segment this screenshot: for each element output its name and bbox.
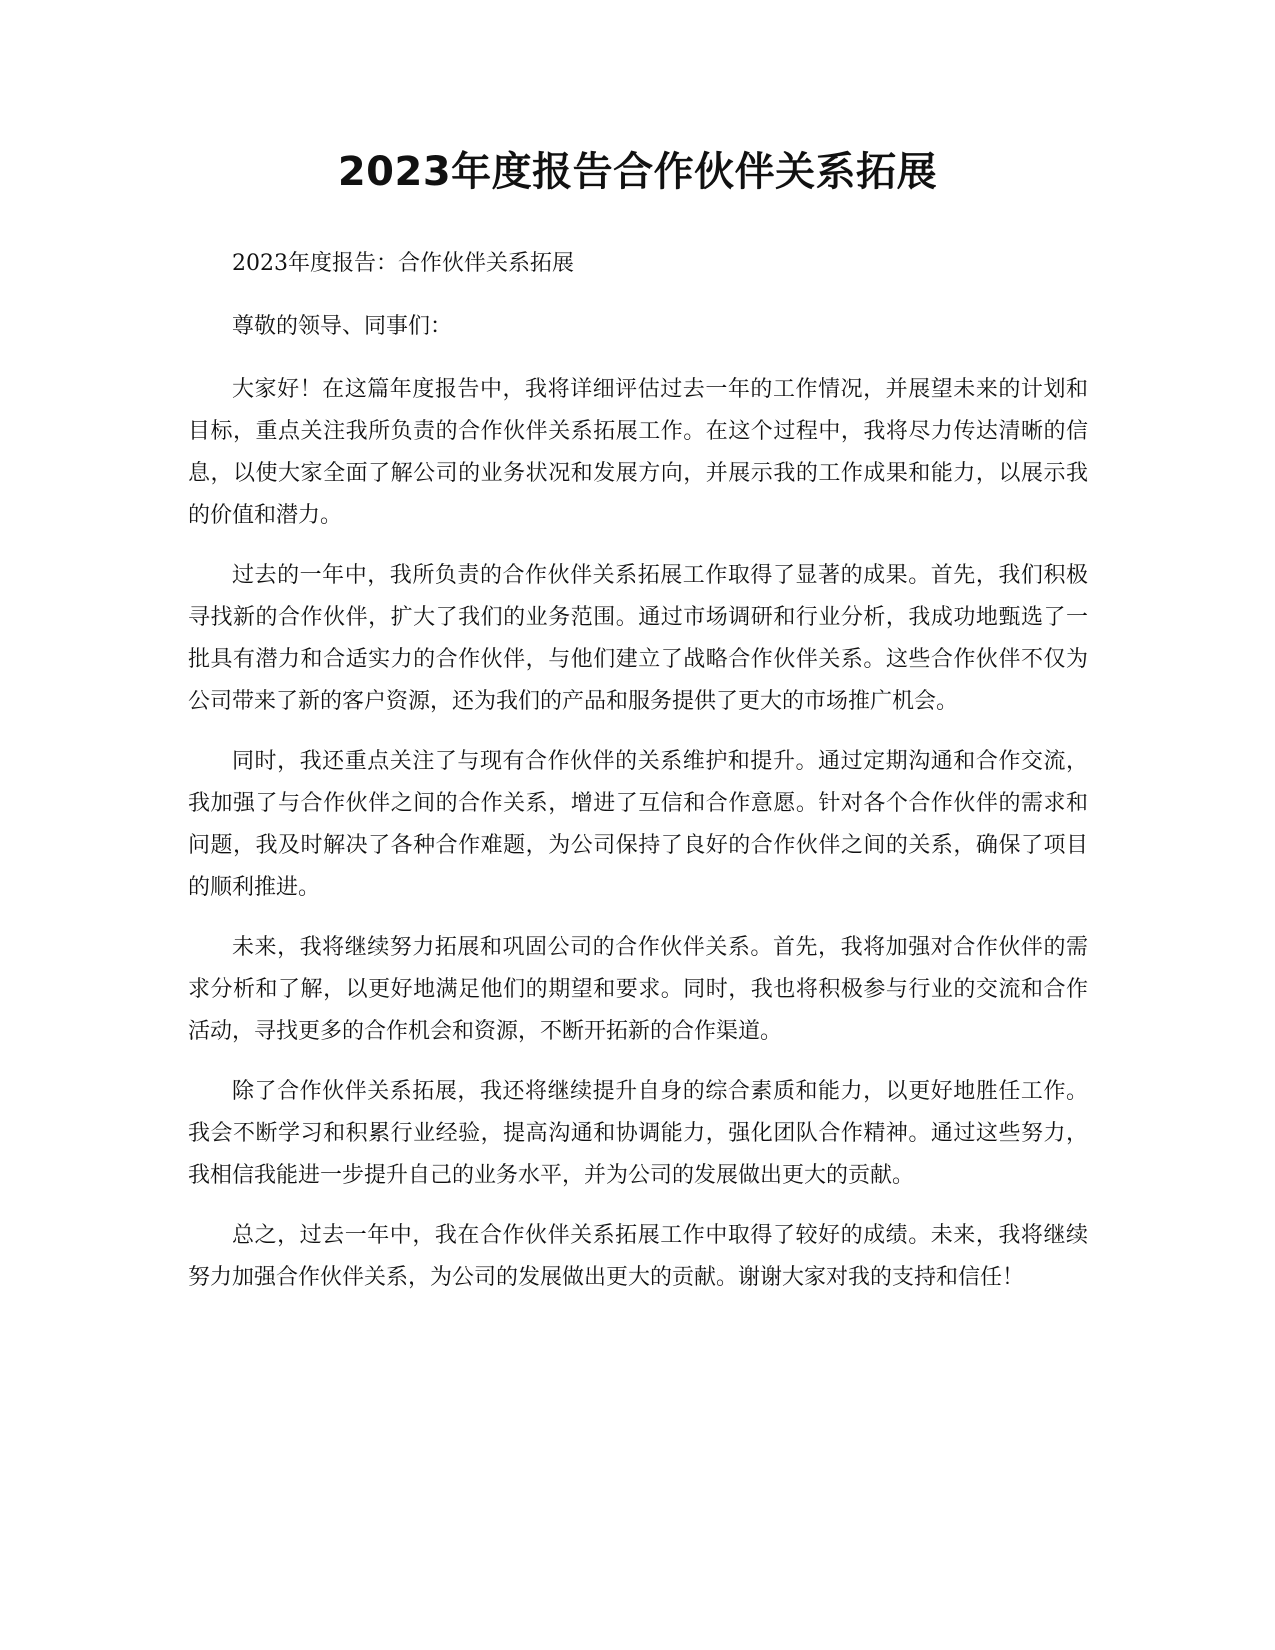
paragraph-achievements: 过去的一年中，我所负责的合作伙伴关系拓展工作取得了显著的成果。首先，我们积极寻找新的合作伙伴，扩大了我们的业务范围。通过市场调研和行业分析，我成功地甄选了一批具有潜力和合适实力的合作伙伴，与他们建立了战略合作伙伴关系。这些合作伙伴不仅为公司带来了新的客户资源，还为我们的产品和服务提供了更大的市场推广机会。 [188,563,1088,714]
paragraph-subtitle: 2023年度报告：合作伙伴关系拓展 [232,251,574,276]
paragraph-self-improvement: 除了合作伙伴关系拓展，我还将继续提升自身的综合素质和能力，以更好地胜任工作。我会不断学习和积累行业经验，提高沟通和协调能力，强化团队合作精神。通过这些努力，我相信我能进一步提升自己的业务水平，并为公司的发展做出更大的贡献。 [188,1079,1088,1188]
paragraph-conclusion: 总之，过去一年中，我在合作伙伴关系拓展工作中取得了较好的成绩。未来，我将继续努力加强合作伙伴关系，为公司的发展做出更大的贡献。谢谢大家对我的支持和信任！ [188,1223,1088,1290]
document-title: 2023年度报告合作伙伴关系拓展 [337,149,938,195]
paragraph-intro: 大家好！在这篇年度报告中，我将详细评估过去一年的工作情况，并展望未来的计划和目标，重点关注我所负责的合作伙伴关系拓展工作。在这个过程中，我将尽力传达清晰的信息，以使大家全面了解公司的业务状况和发展方向，并展示我的工作成果和能力，以展示我的价值和潜力。 [188,377,1088,528]
paragraph-maintenance: 同时，我还重点关注了与现有合作伙伴的关系维护和提升。通过定期沟通和合作交流，我加强了与合作伙伴之间的合作关系，增进了互信和合作意愿。针对各个合作伙伴的需求和问题，我及时解决了各种合作难题，为公司保持了良好的合作伙伴之间的关系，确保了项目的顺利推进。 [188,749,1088,900]
document-body [188,243,1088,1317]
paragraph-future-plans: 未来，我将继续努力拓展和巩固公司的合作伙伴关系。首先，我将加强对合作伙伴的需求分析和了解，以更好地满足他们的期望和要求。同时，我也将积极参与行业的交流和合作活动，寻找更多的合作机会和资源，不断开拓新的合作渠道。 [188,935,1088,1044]
paragraph-salutation: 尊敬的领导、同事们： [232,314,453,339]
